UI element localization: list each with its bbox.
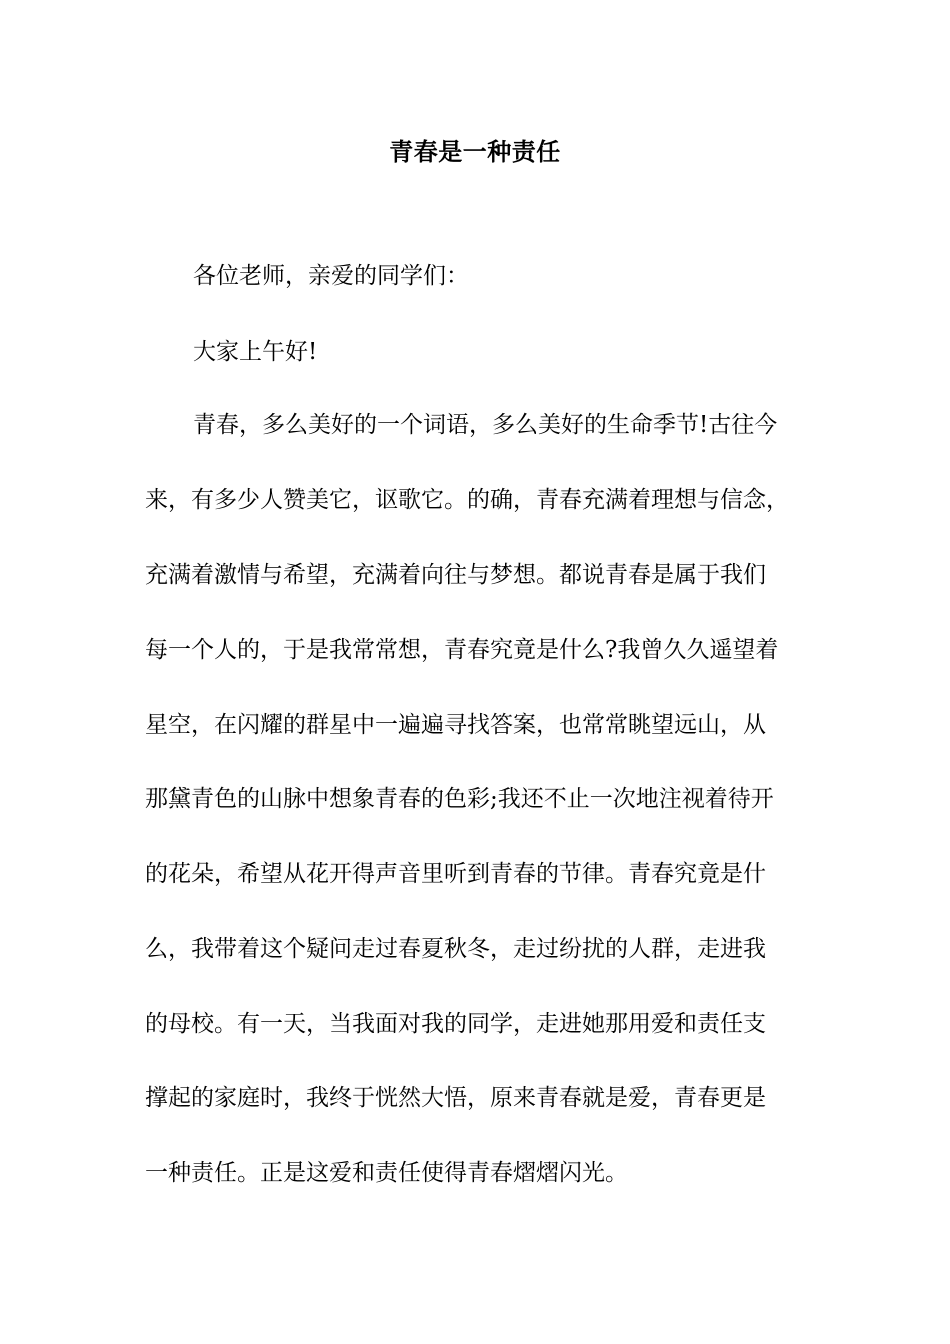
paragraph-line: 青春，多么美好的一个词语，多么美好的生命季节!古往今 (193, 412, 778, 438)
paragraph-line: 星空，在闪耀的群星中一遍遍寻找答案，也常常眺望远山，从 (145, 712, 766, 738)
document-title: 青春是一种责任 (389, 137, 561, 166)
paragraph-line: 撑起的家庭时，我终于恍然大悟，原来青春就是爱，青春更是 (145, 1085, 766, 1111)
paragraph-line: 充满着激情与希望，充满着向往与梦想。都说青春是属于我们 (145, 562, 766, 588)
paragraph-line: 那黛青色的山脉中想象青春的色彩;我还不止一次地注视着待开 (145, 786, 774, 812)
salutation-line: 各位老师，亲爱的同学们： (193, 263, 469, 289)
paragraph-line: 每一个人的，于是我常常想，青春究竟是什么?我曾久久遥望着 (145, 637, 779, 663)
paragraph-line: 么，我带着这个疑问走过春夏秋冬，走过纷扰的人群，走进我 (145, 936, 766, 962)
paragraph-line: 来，有多少人赞美它，讴歌它。的确，青春充满着理想与信念， (145, 487, 789, 513)
greeting-line: 大家上午好! (193, 339, 318, 365)
paragraph-line: 的母校。有一天，当我面对我的同学，走进她那用爱和责任支 (145, 1011, 766, 1037)
paragraph-line: 一种责任。正是这爱和责任使得青春熠熠闪光。 (145, 1160, 628, 1186)
paragraph-line: 的花朵，希望从花开得声音里听到青春的节律。青春究竟是什 (145, 861, 766, 887)
